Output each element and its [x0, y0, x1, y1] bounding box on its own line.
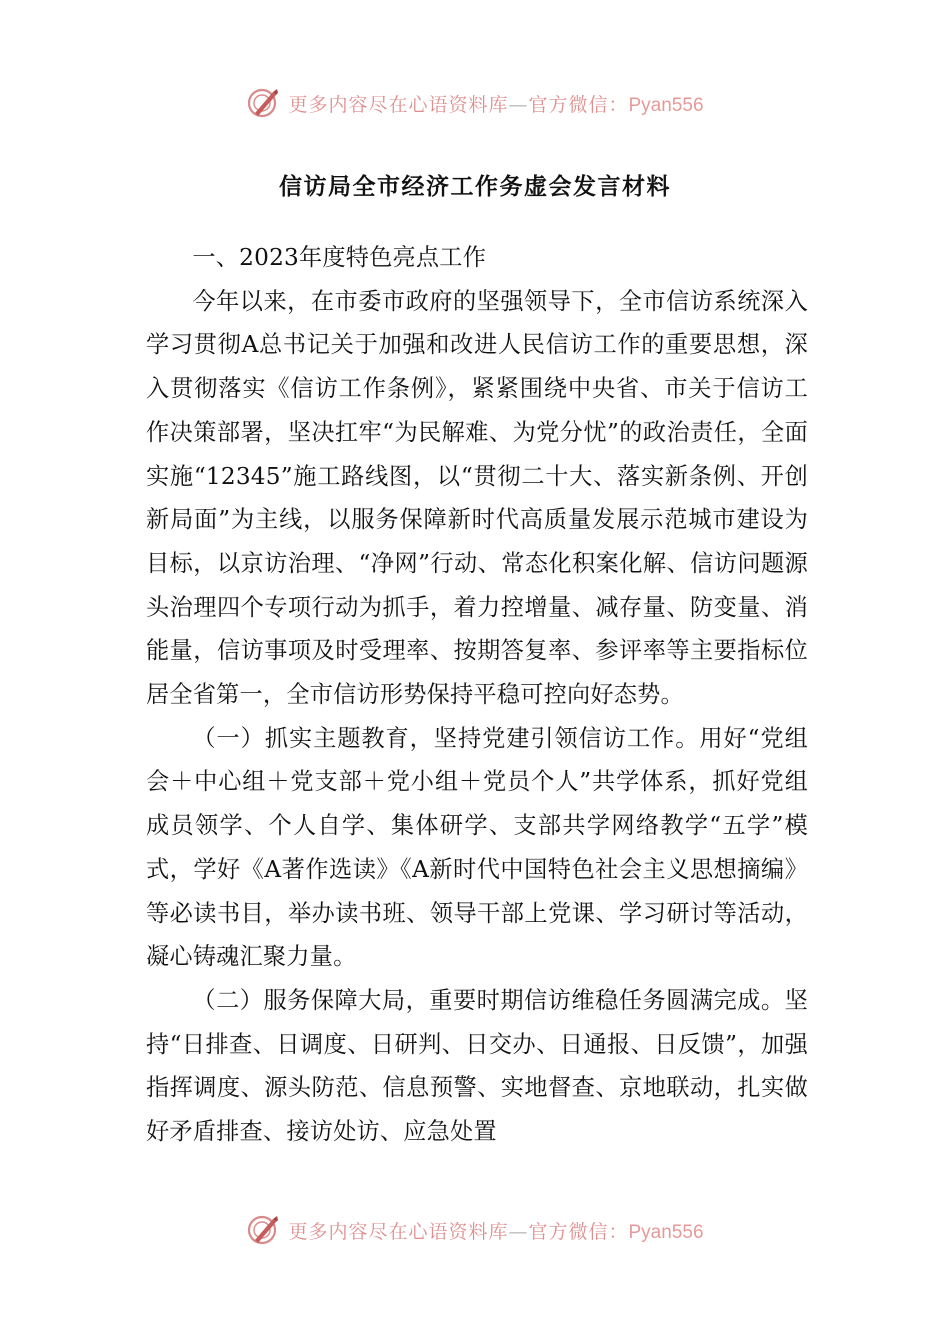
watermark-official-text: 官方微信： — [528, 1220, 629, 1243]
pen-seal-icon — [246, 1213, 280, 1247]
watermark-official-text: 官方微信： — [528, 93, 629, 116]
watermark-main-text: 更多内容尽在心语资料库 — [288, 1220, 509, 1243]
document-body — [146, 236, 808, 1154]
paragraph: 今年以来，在市委市政府的坚强领导下，全市信访系统深入学习贯彻A总书记关于加强和改进人民信访工作的重要思想，深入贯彻落实《信访工作条例》，紧紧围绕中央省、市关于信访工作决策部署，坚决扛牢“为民解难、为党分忧”的政治责任，全面实施“12345”施工路线图，以“贯彻二十大、落实新条例、开创新局面”为主线，以服务保障新时代高质量发展示范城市建设为目标，以京访治理、“净网”行动、常态化积案化解、信访问题源头治理四个专项行动为抓手，着力控增量、减存量、防变量、消能量，信访事项及时受理率、按期答复率、参评率等主要指标位居全省第一，全市信访形势保持平稳可控向好态势。 — [146, 287, 808, 709]
section-heading: 一、2023年度特色亮点工作 — [192, 244, 487, 271]
paragraph: （二）服务保障大局，重要时期信访维稳任务圆满完成。坚持“日排查、日调度、日研判、日交办、日通报、日反馈”，加强指挥调度、源头防范、信息预警、实地督查、京地联动，扎实做好矛盾排查、接访处访、应急处置 — [146, 986, 808, 1146]
watermark-main-text: 更多内容尽在心语资料库 — [288, 93, 509, 116]
pen-seal-icon — [246, 86, 280, 120]
paragraph: （一）抓实主题教育，坚持党建引领信访工作。用好“党组会＋中心组＋党支部＋党小组＋党员个人”共学体系，抓好党组成员领学、个人自学、集体研学、支部共学网络教学“五学”模式，学好《A著作选读》《A新时代中国特色社会主义思想摘编》等必读书目，举办读书班、领导干部上党课、学习研讨等活动，凝心铸魂汇聚力量。 — [146, 724, 808, 971]
watermark-dash: — — [508, 1220, 529, 1243]
watermark-header — [0, 83, 950, 123]
watermark-dash: — — [508, 93, 529, 116]
watermark-wechat-id: Pyan556 — [628, 1221, 704, 1243]
watermark-wechat-id: Pyan556 — [628, 94, 704, 116]
document-title: 信访局全市经济工作务虚会发言材料 — [279, 174, 671, 200]
watermark-footer — [0, 1210, 950, 1250]
